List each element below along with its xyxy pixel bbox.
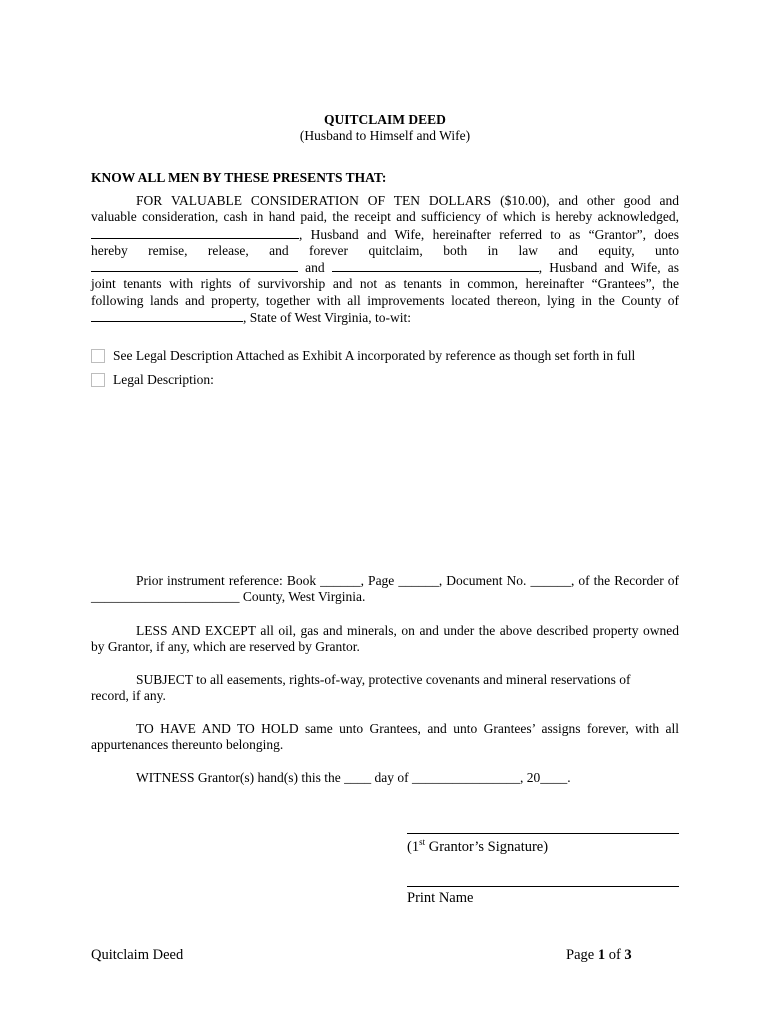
consideration-line-5: [91, 259, 679, 276]
grantor-signature-line[interactable]: [407, 833, 679, 834]
witness-line: WITNESS Grantor(s) hand(s) this the ____ day of ________________, 20____.: [136, 770, 571, 785]
consideration-line-3-text: , Husband and Wife, hereinafter referred to as “Grantor”, does: [299, 226, 679, 242]
prior-instrument-paragraph: [91, 573, 679, 606]
consideration-paragraph: [91, 193, 679, 326]
legal-description-checkbox[interactable]: [91, 373, 105, 387]
signature-label-suffix: Grantor’s Signature): [425, 838, 549, 855]
legal-description-label: Legal Description:: [113, 372, 214, 387]
section-heading: KNOW ALL MEN BY THESE PRESENTS THAT:: [91, 170, 387, 185]
consideration-line-7: following lands and property, together with all improvements located thereon, lying in the County of: [91, 292, 679, 308]
habendum-paragraph: [91, 721, 679, 754]
witness-paragraph: [91, 770, 679, 786]
consideration-line-5-text: , Husband and Wife, as: [538, 260, 680, 276]
grantor-signature-label: [407, 837, 548, 856]
grantor-name-blank[interactable]: [91, 226, 299, 239]
option-legal-description[interactable]: [91, 372, 214, 388]
footer-total-pages: 3: [624, 947, 632, 963]
consideration-line-8-text: , State of West Virginia, to-wit:: [243, 310, 411, 326]
consideration-line-4: hereby remise, release, and forever quitclaim, both in law and equity, unto: [91, 242, 679, 258]
less-except-paragraph: [91, 623, 679, 656]
print-name-label: Print Name: [407, 890, 474, 906]
consideration-line-2: valuable consideration, cash in hand paid, the receipt and sufficiency of which is hereby acknowledged,: [91, 209, 679, 225]
county-blank[interactable]: [91, 309, 243, 322]
prior-line-2: ______________________ County, West Virginia.: [91, 589, 366, 605]
consideration-line-8: [91, 309, 679, 326]
footer-current-page: 1: [597, 947, 606, 963]
consideration-line-6: joint tenants with rights of survivorship and not as tenants in common, hereinafter “Grantees”, the: [91, 276, 679, 292]
option-exhibit-a[interactable]: [91, 348, 635, 364]
footer-of-word: of: [605, 947, 625, 963]
subject-line-2: record, if any.: [91, 688, 166, 704]
footer-page-word: Page: [566, 947, 598, 963]
consideration-line-3: [91, 226, 679, 243]
habendum-line-2: appurtenances thereunto belonging.: [91, 737, 284, 753]
signature-label-prefix: (1: [407, 838, 420, 855]
habendum-line-1: TO HAVE AND TO HOLD same unto Grantees, and unto Grantees’ assigns forever, with all: [136, 721, 679, 736]
less-except-line-1: LESS AND EXCEPT all oil, gas and minerals, on and under the above described property owned: [136, 623, 679, 638]
and-word: and: [305, 260, 325, 276]
footer-page-number: [566, 947, 632, 964]
grantee-2-blank[interactable]: [332, 259, 539, 272]
grantee-1-blank[interactable]: [91, 259, 298, 272]
signature-label-superscript: st: [419, 837, 426, 847]
footer-doc-name: Quitclaim Deed: [91, 947, 184, 963]
document-title: QUITCLAIM DEED: [324, 112, 446, 127]
consideration-line-1: FOR VALUABLE CONSIDERATION OF TEN DOLLARS ($10.00), and other good and: [136, 193, 679, 208]
exhibit-a-label: See Legal Description Attached as Exhibit A incorporated by reference as though set forth in full: [113, 348, 636, 363]
less-except-line-2: by Grantor, if any, which are reserved by Grantor.: [91, 639, 360, 655]
subject-paragraph: [91, 672, 679, 705]
prior-line-1: Prior instrument reference: Book ______, Page ______, Document No. ______, of the Recorder of: [136, 573, 679, 588]
document-subtitle: (Husband to Himself and Wife): [299, 128, 471, 143]
subject-line-1: SUBJECT to all easements, rights-of-way, protective covenants and mineral reservations of: [136, 672, 631, 687]
print-name-line[interactable]: [407, 886, 679, 887]
exhibit-a-checkbox[interactable]: [91, 349, 105, 363]
